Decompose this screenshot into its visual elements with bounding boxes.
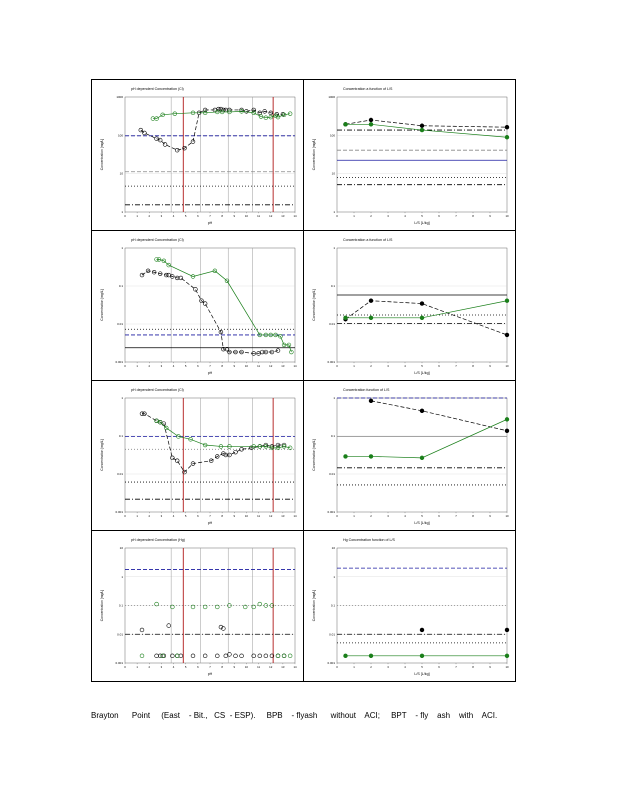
x-tick-label: 5 [184, 214, 187, 218]
chart-title: pH dependent Concentration (Cl) [131, 238, 184, 242]
y-tick-label: 0.01 [117, 632, 123, 637]
x-tick-label: 13 [281, 364, 285, 368]
x-axis-label: L/S [L/kg] [414, 672, 430, 676]
x-tick-label: 10 [244, 665, 248, 669]
y-axis-label: Concentration [mg/L] [312, 289, 316, 321]
x-tick-label: 3 [160, 514, 163, 518]
point-BPB [505, 125, 509, 129]
x-tick-label: 7 [455, 514, 457, 518]
x-tick-label: 8 [472, 665, 474, 669]
x-tick-label: 5 [421, 214, 423, 218]
y-tick-label: 0.1 [118, 603, 123, 608]
panel-frame [92, 231, 304, 381]
x-axis-label: pH [207, 521, 213, 525]
x-tick-label: 1 [353, 364, 355, 368]
y-tick-label: 1 [121, 396, 123, 400]
y-tick-label: 100 [117, 133, 123, 138]
x-tick-label: 9 [489, 665, 491, 669]
x-tick-label: 2 [370, 665, 372, 669]
panel-frame [304, 381, 516, 531]
chart-panel-ls-d [304, 531, 516, 682]
x-tick-label: 4 [404, 214, 406, 218]
point-BPB [420, 628, 424, 632]
x-axis-label: L/S [L/kg] [414, 521, 430, 525]
x-tick-label: 1 [136, 214, 138, 218]
x-tick-label: 14 [293, 665, 297, 669]
x-tick-label: 8 [472, 364, 474, 368]
point-BPB [505, 333, 509, 337]
x-tick-label: 6 [197, 364, 199, 368]
x-tick-label: 9 [233, 214, 236, 218]
x-tick-label: 2 [148, 364, 151, 368]
chart-title: pH dependent Concentration (Hg) [131, 538, 185, 542]
x-tick-label: 1 [136, 364, 138, 368]
point-BPB [420, 302, 424, 306]
x-tick-label: 3 [160, 214, 163, 218]
x-tick-label: 0 [336, 214, 338, 218]
point-BPT [369, 455, 373, 459]
x-tick-label: 6 [197, 514, 199, 518]
chart-title: Concentration function of L/S [343, 388, 390, 392]
chart-title: pH dependent Concentration (Cl) [131, 388, 184, 392]
x-tick-label: 9 [489, 214, 491, 218]
x-tick-label: 5 [184, 364, 187, 368]
x-tick-label: 7 [209, 665, 211, 669]
point-BPT [344, 654, 348, 658]
y-axis-label: Concentration [mg/L] [312, 439, 316, 471]
point-BPB [369, 399, 373, 403]
x-tick-label: 13 [281, 665, 285, 669]
x-tick-label: 10 [244, 364, 248, 368]
y-axis-label: Concentration [mg/L] [100, 439, 104, 471]
x-tick-label: 0 [124, 665, 126, 669]
x-tick-label: 11 [257, 665, 261, 669]
x-tick-label: 6 [438, 364, 440, 368]
point-BPT [420, 456, 424, 460]
x-tick-label: 12 [269, 514, 273, 518]
x-tick-label: 11 [257, 514, 261, 518]
x-tick-label: 5 [421, 665, 423, 669]
x-tick-label: 10 [244, 514, 248, 518]
x-tick-label: 11 [257, 364, 261, 368]
point-BPB [369, 118, 373, 122]
x-tick-label: 9 [233, 665, 236, 669]
x-axis-label: pH [207, 371, 213, 375]
panel-frame [92, 531, 304, 682]
x-tick-label: 3 [387, 364, 389, 368]
y-tick-label: 0.001 [327, 661, 335, 665]
x-tick-label: 12 [269, 214, 273, 218]
x-tick-label: 6 [197, 214, 199, 218]
x-tick-label: 2 [148, 214, 151, 218]
x-tick-label: 3 [387, 514, 389, 518]
x-tick-label: 1 [353, 665, 355, 669]
x-tick-label: 4 [172, 364, 175, 368]
x-tick-label: 0 [336, 514, 338, 518]
x-tick-label: 13 [281, 514, 285, 518]
x-tick-label: 4 [404, 665, 406, 669]
y-tick-label: 0.001 [327, 510, 335, 514]
chart-panel-ph-a [92, 80, 304, 231]
x-tick-label: 14 [293, 514, 297, 518]
panel-frame [304, 80, 516, 231]
y-tick-label: 0.01 [329, 632, 335, 637]
y-tick-label: 10 [331, 171, 335, 176]
y-tick-label: 10 [119, 171, 123, 176]
x-tick-label: 3 [160, 665, 163, 669]
point-BPT [369, 316, 373, 320]
x-tick-label: 0 [124, 364, 126, 368]
y-tick-label: 1 [121, 246, 123, 250]
panel-frame [92, 80, 304, 231]
y-tick-label: 10 [331, 546, 335, 550]
x-tick-label: 0 [124, 514, 126, 518]
x-tick-label: 8 [221, 214, 223, 218]
x-tick-label: 0 [124, 214, 126, 218]
x-tick-label: 7 [455, 665, 457, 669]
x-tick-label: 12 [269, 364, 273, 368]
x-tick-label: 4 [404, 364, 406, 368]
y-axis-label: Concentration [mg/L] [100, 289, 104, 321]
x-axis-label: L/S [L/kg] [414, 221, 430, 225]
chart-panel-ls-c [304, 381, 516, 531]
x-tick-label: 1 [136, 665, 138, 669]
y-axis-label: Concentration [mg/L] [312, 138, 316, 171]
y-axis-label: Concentration [mg/L] [312, 589, 316, 622]
chart-title: pH dependent Concentration (Cl) [131, 87, 184, 91]
x-tick-label: 11 [257, 214, 261, 218]
point-BPT [344, 316, 348, 320]
y-tick-label: 0.01 [117, 322, 123, 326]
y-tick-label: 1000 [116, 95, 123, 99]
x-tick-label: 2 [370, 514, 372, 518]
x-tick-label: 3 [387, 214, 389, 218]
point-BPT [369, 122, 373, 126]
x-tick-label: 1 [353, 514, 355, 518]
x-tick-label: 5 [421, 514, 423, 518]
point-BPT [505, 135, 509, 139]
point-BPB [420, 409, 424, 413]
x-tick-label: 0 [336, 364, 338, 368]
y-tick-label: 0.001 [115, 510, 123, 514]
x-tick-label: 12 [269, 665, 273, 669]
y-axis-label: Concentration [mg/L] [100, 589, 104, 622]
point-BPB [505, 628, 509, 632]
y-tick-label: 0.1 [330, 284, 335, 288]
point-BPT [420, 654, 424, 658]
chart-title: Concentration a function of L/S [343, 87, 393, 91]
y-tick-label: 1 [121, 210, 123, 214]
point-BPT [505, 417, 509, 421]
y-tick-label: 1 [333, 396, 335, 400]
point-BPT [344, 455, 348, 459]
x-tick-label: 4 [172, 665, 175, 669]
y-tick-label: 0.1 [330, 434, 335, 438]
x-tick-label: 4 [172, 514, 175, 518]
x-tick-label: 7 [455, 364, 457, 368]
x-tick-label: 2 [148, 514, 151, 518]
y-tick-label: 0.001 [327, 360, 335, 364]
point-BPB [420, 124, 424, 128]
x-tick-label: 14 [293, 214, 297, 218]
x-tick-label: 1 [353, 214, 355, 218]
x-tick-label: 10 [505, 665, 509, 669]
x-tick-label: 8 [472, 214, 474, 218]
y-tick-label: 0.01 [329, 322, 335, 326]
x-tick-label: 5 [184, 665, 187, 669]
y-tick-label: 0.01 [329, 472, 335, 476]
x-tick-label: 10 [505, 514, 509, 518]
x-tick-label: 5 [421, 364, 423, 368]
x-axis-label: pH [207, 672, 213, 676]
x-tick-label: 4 [172, 214, 175, 218]
x-tick-label: 7 [209, 514, 211, 518]
figure-caption: Brayton Point (East - Bit., CS - ESP). BPB - flyash without ACI; BPT - fly ash with ACI. [91, 711, 498, 720]
point-BPT [369, 654, 373, 658]
chart-panel-ls-b [304, 231, 516, 381]
point-BPB [369, 299, 373, 303]
x-tick-label: 0 [336, 665, 338, 669]
y-tick-label: 0.1 [118, 284, 123, 288]
panel-frame [304, 531, 516, 682]
chart-panel-ls-a [304, 80, 516, 231]
x-axis-label: L/S [L/kg] [414, 371, 430, 375]
x-tick-label: 6 [438, 214, 440, 218]
chart-title: Concentration a function of L/S [343, 238, 393, 242]
x-tick-label: 6 [197, 665, 199, 669]
y-tick-label: 100 [329, 133, 335, 138]
x-tick-label: 7 [209, 364, 211, 368]
x-tick-label: 9 [489, 514, 491, 518]
x-tick-label: 9 [233, 514, 236, 518]
chart-panel-ph-d [92, 531, 304, 682]
x-tick-label: 8 [221, 514, 223, 518]
x-tick-label: 9 [489, 364, 491, 368]
x-tick-label: 8 [221, 364, 223, 368]
x-tick-label: 6 [438, 665, 440, 669]
x-tick-label: 10 [505, 214, 509, 218]
x-tick-label: 3 [387, 665, 389, 669]
panel-frame [92, 381, 304, 531]
x-tick-label: 3 [160, 364, 163, 368]
x-tick-label: 7 [455, 214, 457, 218]
x-tick-label: 5 [184, 514, 187, 518]
x-tick-label: 4 [404, 514, 406, 518]
x-tick-label: 2 [148, 665, 151, 669]
y-tick-label: 1 [333, 574, 335, 579]
x-tick-label: 10 [505, 364, 509, 368]
y-tick-label: 1 [333, 210, 335, 214]
x-tick-label: 8 [472, 514, 474, 518]
point-BPT [505, 299, 509, 303]
chart-panel-ph-c [92, 381, 304, 531]
y-tick-label: 1000 [328, 95, 335, 99]
x-tick-label: 2 [370, 214, 372, 218]
x-tick-label: 10 [244, 214, 248, 218]
y-tick-label: 0.01 [117, 472, 123, 476]
chart-title: Hg Concentration function of L/S [343, 538, 395, 542]
y-tick-label: 10 [119, 546, 123, 550]
x-tick-label: 1 [136, 514, 138, 518]
y-tick-label: 0.1 [330, 603, 335, 608]
x-tick-label: 9 [233, 364, 236, 368]
point-BPT [505, 654, 509, 658]
y-tick-label: 1 [333, 246, 335, 250]
point-BPT [420, 316, 424, 320]
x-tick-label: 2 [370, 364, 372, 368]
y-tick-label: 0.001 [115, 360, 123, 364]
x-tick-label: 7 [209, 214, 211, 218]
y-tick-label: 0.001 [115, 661, 123, 665]
y-axis-label: Concentration [mg/L] [100, 138, 104, 171]
point-BPT [344, 122, 348, 126]
point-BPT [420, 128, 424, 132]
x-axis-label: pH [207, 221, 213, 225]
x-tick-label: 14 [293, 364, 297, 368]
x-tick-label: 6 [438, 514, 440, 518]
point-BPB [505, 429, 509, 433]
y-tick-label: 1 [121, 574, 123, 579]
chart-panel-ph-b [92, 231, 304, 381]
x-tick-label: 8 [221, 665, 223, 669]
x-tick-label: 13 [281, 214, 285, 218]
y-tick-label: 0.1 [118, 434, 123, 438]
